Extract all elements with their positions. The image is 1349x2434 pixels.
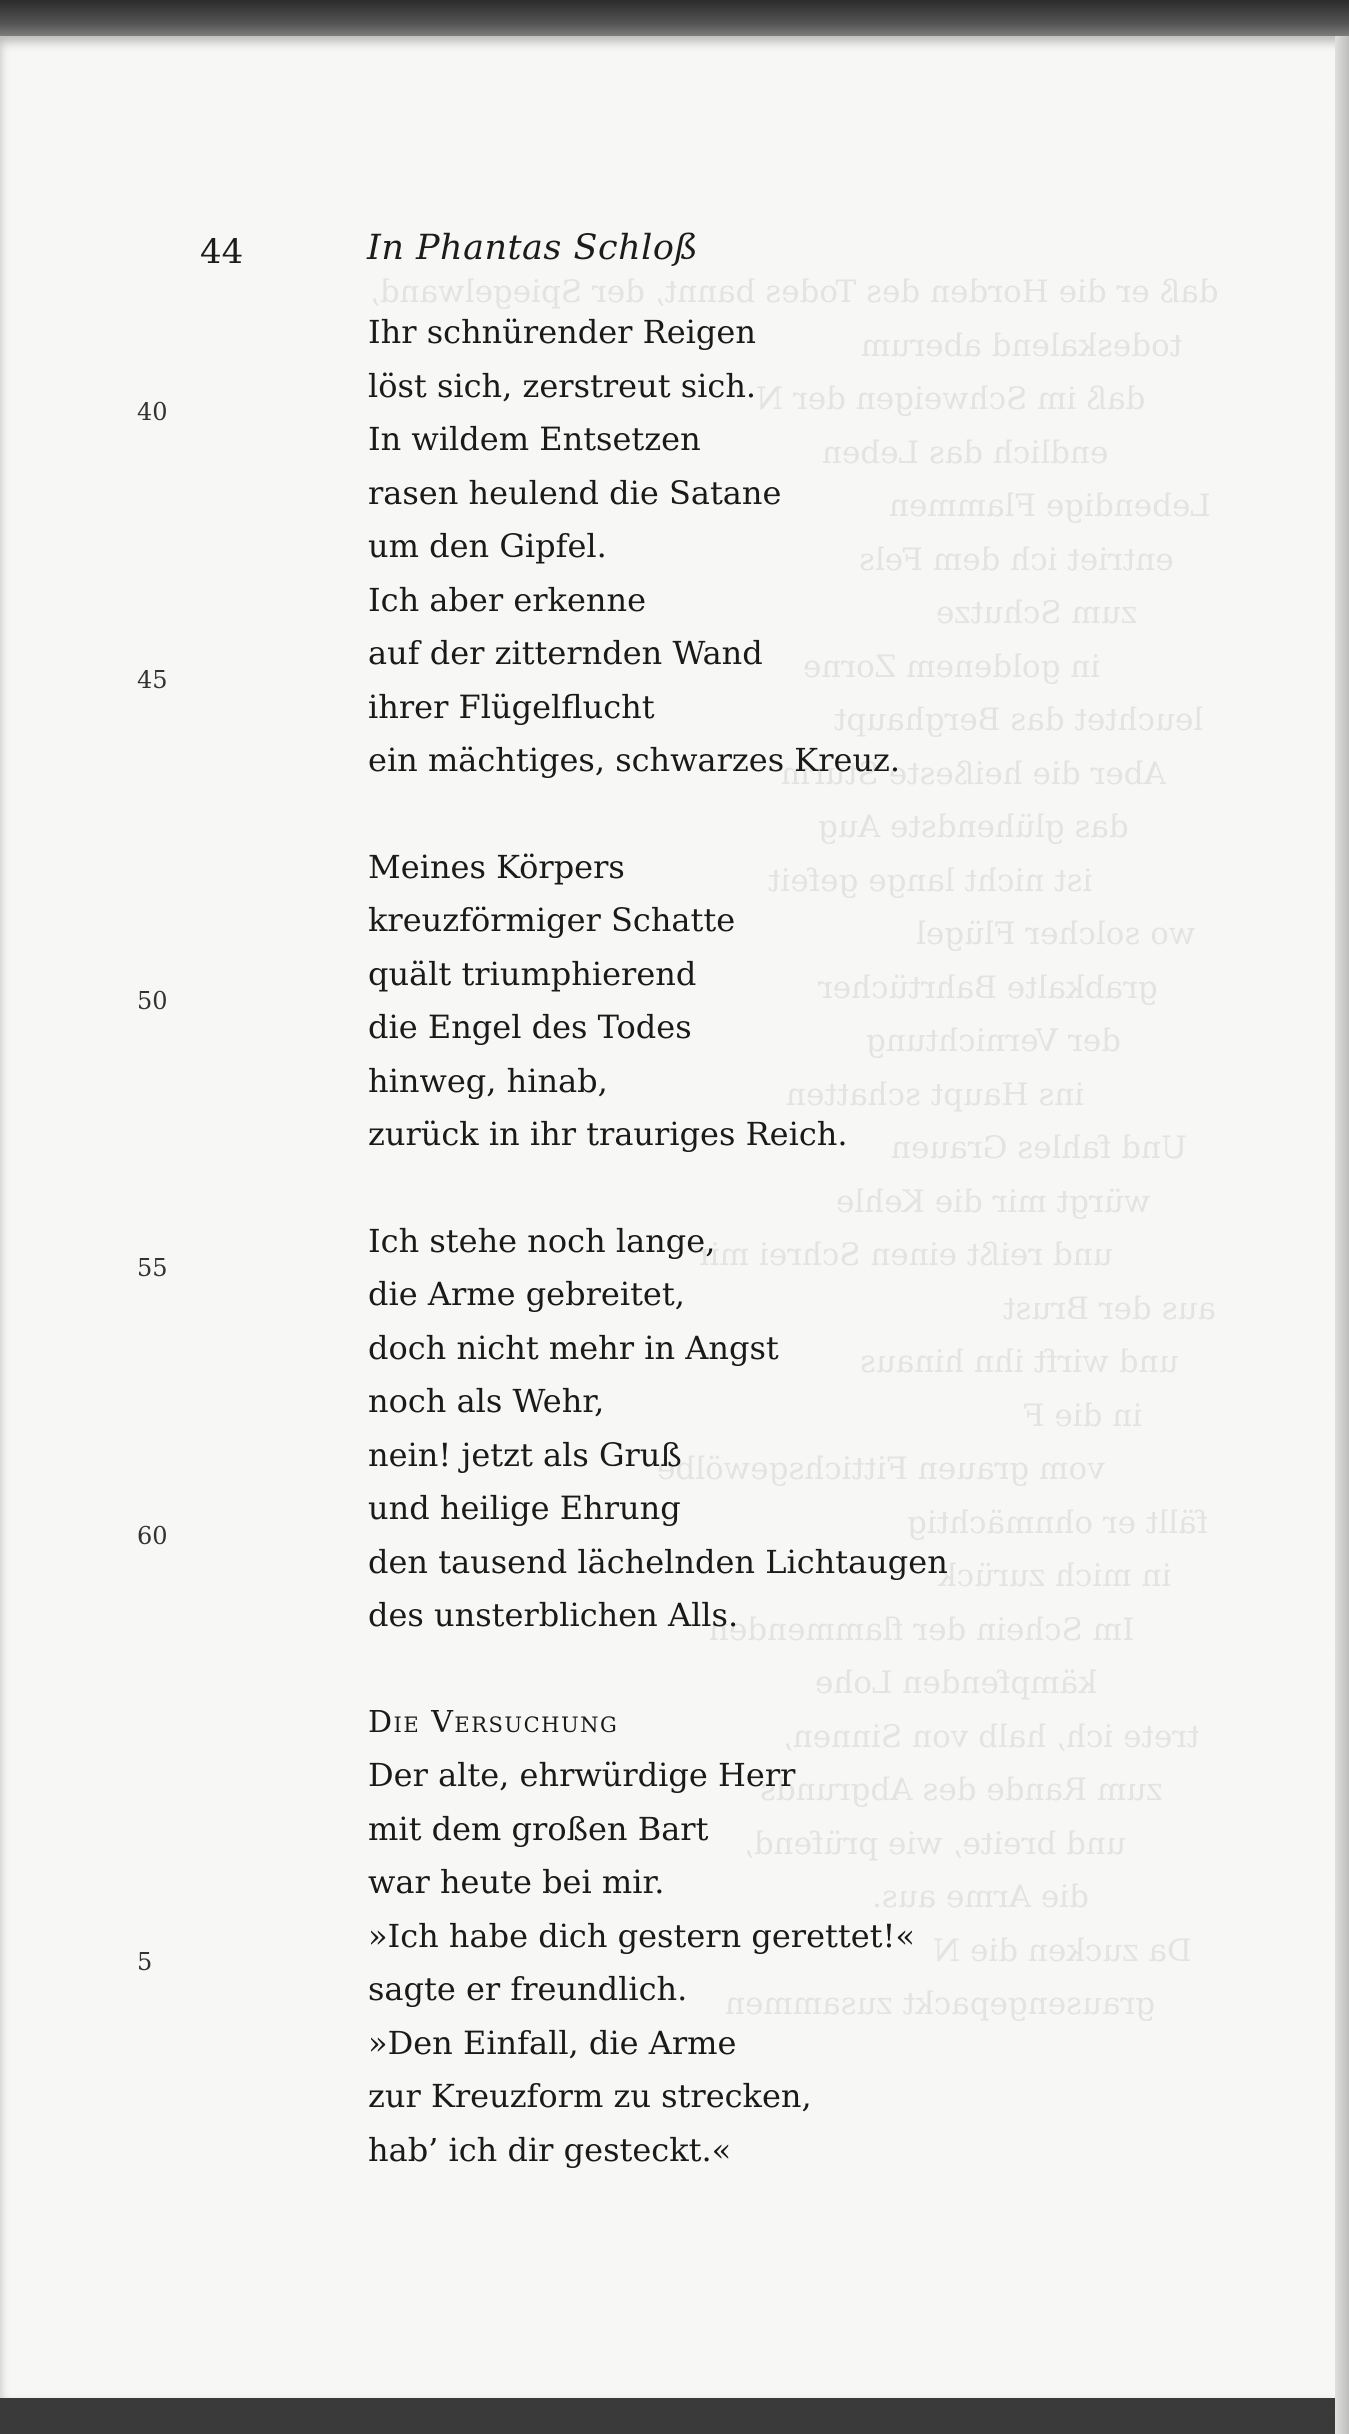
poem-line: um den Gipfel. (368, 527, 607, 565)
line-number: 50 (137, 987, 168, 1015)
bleed-through-line: Aber die heißeste Sturm (781, 755, 1166, 792)
poem-line: nein! jetzt als Gruß (368, 1435, 682, 1474)
bleed-through-line: leuchtet das Berghaupt (833, 702, 1203, 738)
stanza-gap (368, 788, 1208, 841)
line-number: 55 (137, 1254, 168, 1282)
poem-line: löst sich, zerstreut sich. (368, 366, 757, 405)
poem-line: mit dem großen Bart (368, 1809, 709, 1848)
bleed-through-line: daß er die Horden des Todes bannt, der Spiegelwand, (370, 274, 1219, 310)
bleed-through-line: in goldenem Zorne (802, 648, 1100, 685)
bleed-through-line: Da zucken die N (933, 1932, 1192, 1969)
running-head: In Phantas Schloß (367, 228, 699, 268)
bleed-through-line: grabkalte Bahrtücher (818, 969, 1158, 1006)
bleed-through-line: endlich das Leben (821, 434, 1108, 471)
bleed-through-line: Und fahles Grauen (890, 1130, 1187, 1166)
line-number: 45 (137, 666, 168, 694)
bleed-through-line: ist nicht lange gefeit (767, 862, 1092, 899)
poem-line: Ich stehe noch lange, (368, 1221, 716, 1260)
bleed-through-line: aus der Brust (1002, 1290, 1216, 1327)
poem-line: Ihr schnürender Reigen (368, 313, 756, 351)
bleed-through-line: wo solcher Flügel (915, 916, 1195, 952)
stanza-gap (368, 1162, 1208, 1215)
poem-line: ein mächtiges, schwarzes Kreuz. (368, 741, 901, 779)
second-poem (368, 1696, 1208, 2178)
poem-line: ihrer Flügelflucht (368, 687, 655, 726)
poem-line: hinweg, hinab, (368, 1061, 608, 1100)
poem-line: die Arme gebreitet, (368, 1275, 685, 1313)
stanza (368, 841, 1208, 1162)
poem-title: Die Versuchung (368, 1704, 619, 1740)
poem-body (368, 306, 1208, 2177)
poem-line: hab’ ich dir gesteckt.« (368, 2130, 732, 2169)
poem-line: Der alte, ehrwürdige Herr (368, 1756, 796, 1794)
bleed-through-line: daß im Schweigen der N (755, 381, 1145, 417)
bleed-through-line: zum Schutze (935, 595, 1137, 631)
poem-line: war heute bei mir. (368, 1863, 665, 1901)
bleed-through-line: und reißt einen Schrei mir (695, 1237, 1113, 1273)
poem-line: auf der zitternden Wand (368, 634, 763, 672)
poem-line: zur Kreuzform zu strecken, (368, 2077, 812, 2115)
poem-line: Meines Körpers (368, 847, 625, 886)
poem-line: zurück in ihr trauriges Reich. (368, 1115, 848, 1153)
poem-line: sagte er freundlich. (368, 1970, 688, 2008)
poem-line: In wildem Entsetzen (368, 420, 701, 458)
bleed-through-line: todeskalend aberum (860, 327, 1182, 364)
poem-line: noch als Wehr, (368, 1382, 605, 1420)
poem-line: doch nicht mehr in Angst (368, 1328, 779, 1367)
poem-line: rasen heulend die Satane (368, 473, 782, 512)
bleed-through-line: kämpfenden Lohe (815, 1665, 1097, 1701)
poem-line: kreuzförmiger Schatte (368, 901, 736, 939)
bleed-through-line: zum Rande des Abgrunds (760, 1772, 1163, 1808)
bleed-through-line: fällt er ohnmächtig (906, 1504, 1208, 1541)
stanza (368, 306, 1208, 788)
bleed-through-line: grausengepackt zusammen (724, 1986, 1155, 2022)
line-number: 5 (137, 1948, 153, 1976)
poem-line: »Ich habe dich gestern gerettet!« (368, 1916, 915, 1955)
poem-line: »Den Einfall, die Arme (368, 2023, 737, 2062)
bleed-through-line: trete ich, halb von Sinnen, (783, 1718, 1200, 1755)
poem-line: die Engel des Todes (368, 1008, 692, 1046)
bleed-through-line: in mich zurück (937, 1558, 1171, 1594)
poem-line: quält triumphierend (368, 954, 697, 993)
bleed-through-line: und breite, wie prüfend, (744, 1825, 1126, 1862)
stanza (368, 1215, 1208, 1643)
bleed-through-line: Lebendige Flammen (889, 488, 1211, 524)
page-number: 44 (200, 232, 244, 272)
poem-line: Ich aber erkenne (368, 580, 647, 619)
line-number: 60 (137, 1522, 168, 1550)
bleed-through-line: ins Haupt schatten (785, 1076, 1084, 1113)
book-page (0, 36, 1349, 2398)
page-right-edge (1335, 36, 1349, 2434)
bleed-through-line: die Arme aus. (872, 1879, 1089, 1915)
bleed-through-line: in die F (1022, 1397, 1142, 1434)
bleed-through-line: das glühendste Aug (818, 809, 1129, 845)
bleed-through-line: entriet ich dem Fels (859, 541, 1174, 578)
line-number: 40 (137, 398, 168, 426)
bleed-through-line: und wirft ihn hinaus (860, 1344, 1179, 1380)
bleed-through-line: vom grauen Fittichsgewölbe (657, 1451, 1105, 1487)
bleed-through-line: würgt mir die Kehle (835, 1183, 1150, 1220)
bleed-through-line: Im Schein der flammenden (708, 1611, 1134, 1648)
book-top-edge (0, 0, 1349, 40)
poem-line: den tausend lächelnden Lichtaugen (368, 1542, 948, 1581)
poem-line: des unsterblichen Alls. (368, 1596, 739, 1634)
poem-line: und heilige Ehrung (368, 1489, 681, 1527)
stanza-gap (368, 1643, 1208, 1696)
bleed-through-line: der Vernichtung (865, 1023, 1121, 1059)
